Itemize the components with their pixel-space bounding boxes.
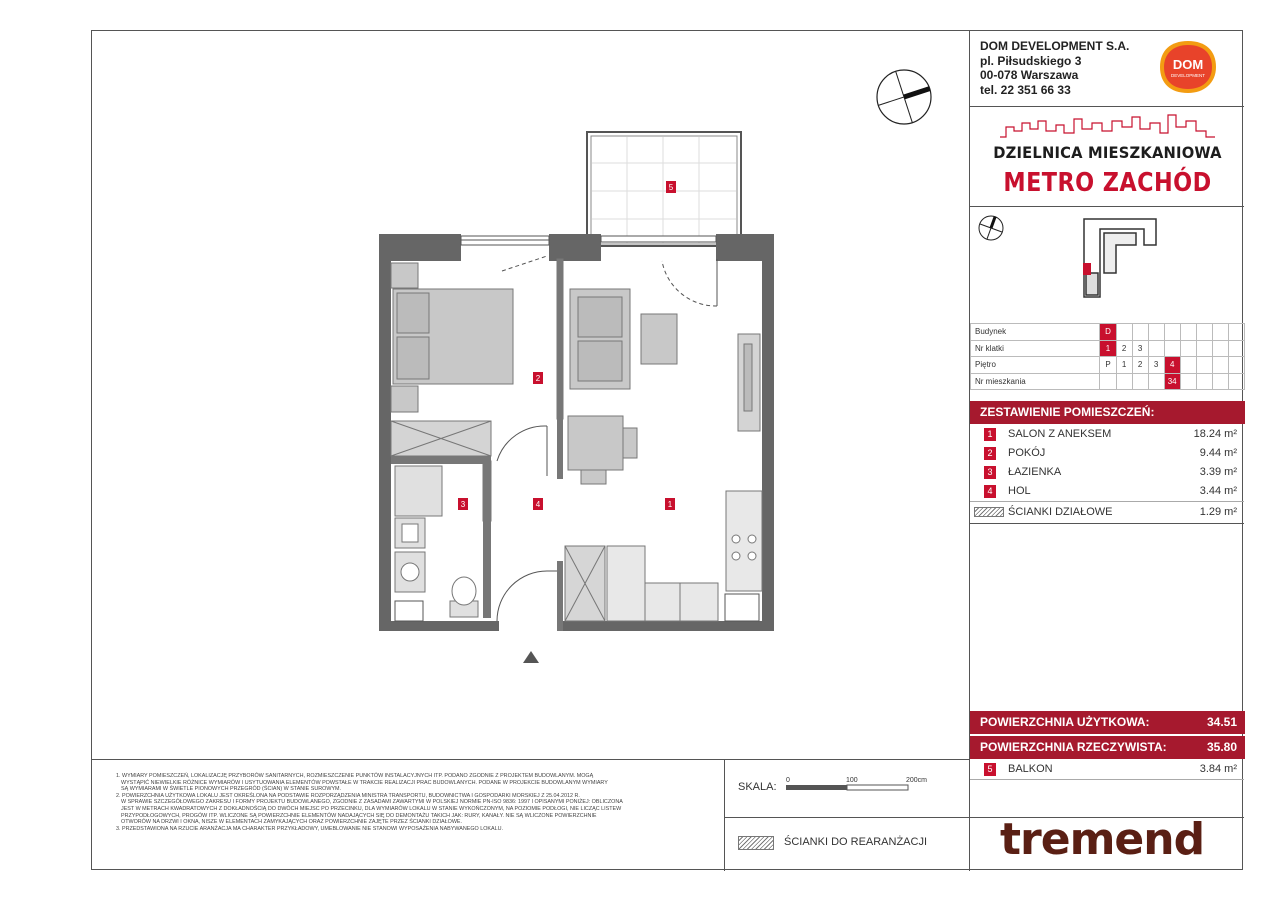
company-info	[980, 39, 1129, 97]
room-row-1	[970, 425, 1245, 444]
rooms-header: ZESTAWIENIE POMIESZCZEŃ:	[970, 401, 1245, 424]
svg-text:DEVELOPMENT: DEVELOPMENT	[1170, 73, 1206, 78]
room-row-3	[970, 463, 1245, 482]
info-row	[971, 357, 1245, 374]
legend-hatch-swatch	[738, 836, 774, 850]
real-area-label: POWIERZCHNIA RZECZYWISTA:	[980, 740, 1167, 754]
legend-label: ŚCIANKI DO REARANŻACJI	[784, 836, 928, 848]
bathroom-fixtures	[395, 466, 478, 617]
note-line: WYSTĄPIĆ NIEWIELKIE RÓŻNICE WYMIARÓW I USYTUOWANIA ELEMENTÓW POWSTAŁE W TRAKCIE REALIZACJI PRAC BUDOWLANYCH. PODANE W PROJEKCIE BUDOWLANYM WYMIARY	[121, 779, 608, 786]
info-cell	[1212, 357, 1228, 374]
sheet-frame	[91, 30, 1243, 870]
info-cell: 1	[1100, 340, 1116, 357]
room-number: 4	[984, 485, 996, 498]
info-cell	[1180, 340, 1196, 357]
project-title-line1: DZIELNICA MIESZKANIOWA	[993, 143, 1222, 162]
dining-table	[568, 416, 637, 484]
info-cell	[1180, 357, 1196, 374]
notes	[116, 773, 696, 832]
info-cell	[1228, 357, 1244, 374]
info-cell	[1228, 340, 1244, 357]
usable-area-value: 34.51	[1206, 715, 1237, 729]
entrance-arrow-icon	[523, 651, 539, 663]
info-cell	[1132, 373, 1148, 390]
info-cell: 3	[1148, 357, 1164, 374]
scale-tick-200: 200cm	[906, 777, 928, 784]
info-cell	[1228, 373, 1244, 390]
company-city: 00-078 Warszawa	[980, 68, 1079, 82]
room-row-2	[970, 444, 1245, 463]
balcony-number: 5	[984, 763, 996, 776]
note-line: PRZYPODŁOGOWYCH, PROGÓW ITP. WLICZONE SĄ POWIERZCHNIE ELEMENTÓW NADAJĄCYCH SIĘ DO DEMONTAŻU TAKICH JAK: RURY, KANAŁY. NIE SĄ WLICZONE POWIERZCHNIE	[121, 812, 597, 819]
usable-area-label: POWIERZCHNIA UŻYTKOWA:	[980, 715, 1150, 729]
info-cell	[1196, 324, 1212, 341]
partition-hatch-swatch	[974, 507, 1004, 517]
scale-tick-100: 100	[846, 777, 858, 784]
info-label: Budynek	[971, 324, 1100, 341]
info-cell	[1228, 324, 1244, 341]
room-number: 3	[984, 466, 996, 479]
note-line: SĄ WYMIARAMI W ŚWIETLE PIONOWYCH PRZEGRÓD (ŚCIAN) W STANIE SUROWYM.	[121, 786, 342, 793]
note-line: 3. PRZEDSTAWIONA NA RZUCIE ARANŻACJA MA CHARAKTER PRZYKŁADOWY, UMEBLOWANIE NIE STANOWI WYPOSAŻENIA NABYWANEGO LOKALU.	[116, 825, 503, 832]
company-address: pl. Piłsudskiego 3	[980, 53, 1082, 68]
sofa	[570, 289, 677, 389]
info-label: Nr klatki	[971, 340, 1100, 357]
note-line: 1. WYMIARY POMIESZCZEŃ, LOKALIZACJĘ PRZYBORÓW SANITARNYCH, ROZMIESZCZENIE PUNKTÓW INSTALACYJNYCH ITP. PODANO ZGODNIE Z PROJEKTEM BUDOWLANYM. MOGĄ	[116, 773, 594, 779]
info-cell: 2	[1116, 340, 1132, 357]
balcony-name: BALKON	[1008, 763, 1053, 775]
info-cell	[1196, 373, 1212, 390]
info-cell	[1180, 373, 1196, 390]
usable-area-bar	[970, 711, 1245, 734]
scale-label: SKALA:	[738, 781, 777, 793]
wardrobe	[391, 421, 491, 456]
room-row-4	[970, 482, 1245, 501]
info-cell: 34	[1164, 373, 1180, 390]
info-cell	[1148, 324, 1164, 341]
info-cell	[1164, 324, 1180, 341]
info-cell: 1	[1116, 357, 1132, 374]
info-label: Nr mieszkania	[971, 373, 1100, 390]
info-cell	[1148, 340, 1164, 357]
scale-bar	[782, 775, 942, 795]
room-number: 2	[984, 447, 996, 460]
plan-label-3: 3	[460, 500, 466, 509]
real-area-value: 35.80	[1206, 740, 1237, 754]
room-area: 9.44 m²	[1199, 447, 1237, 459]
room-number: 1	[984, 428, 996, 441]
floor-plan-drawing	[92, 31, 970, 759]
info-cell: D	[1100, 324, 1116, 341]
project-title-line2: METRO ZACHÓD	[1003, 168, 1212, 198]
side-panel	[969, 31, 1244, 871]
plan-label-1: 1	[667, 500, 673, 509]
info-cell	[1196, 357, 1212, 374]
balcony-area: 3.84 m²	[1199, 763, 1237, 775]
info-row	[971, 373, 1245, 390]
real-area-bar	[970, 736, 1245, 759]
info-cell: 4	[1164, 357, 1180, 374]
room-area: 3.39 m²	[1199, 466, 1237, 478]
svg-text:DOM: DOM	[1172, 57, 1204, 72]
room-name: SALON Z ANEKSEM	[1008, 428, 1112, 440]
note-line: 2. POWIERZCHNIA UŻYTKOWA LOKALU JEST OKREŚLONA NA PODSTAWIE ROZPORZĄDZENIA MINISTRA TRANSPORTU, BUDOWNICTWA I GOSPODARKI MORSKIEJ Z 25.04.2012 R.	[116, 792, 580, 799]
plan-label-4: 4	[535, 500, 541, 509]
tv-cabinet	[738, 334, 760, 431]
balcony	[587, 132, 741, 246]
info-cell	[1180, 324, 1196, 341]
partition-area: 1.29 m²	[1199, 506, 1237, 518]
note-line: W SPRAWIE SZCZEGÓŁOWEGO ZAKRESU I FORMY PROJEKTU BUDOWLANEGO, ZGODNIE Z ZASADAMI ZAWARTYMI W POLSKIEJ NORMIE PN-ISO 9836: 1997 I OPISANYMI PONIŻEJ: OBLICZONA	[121, 799, 623, 806]
info-cell	[1164, 340, 1180, 357]
skyline-graphic	[1000, 113, 1215, 139]
site-location-map	[976, 211, 1236, 306]
mini-compass-icon	[979, 216, 1003, 240]
room-name: HOL	[1008, 485, 1031, 497]
info-row	[971, 324, 1245, 341]
apartment-info-table	[970, 323, 1245, 390]
scale-tick-0: 0	[786, 777, 790, 784]
info-cell	[1132, 324, 1148, 341]
dom-development-logo	[1158, 39, 1218, 95]
info-cell	[1196, 340, 1212, 357]
info-cell: 3	[1132, 340, 1148, 357]
note-line: JEST W METRACH KWADRATOWYCH Z DOKŁADNOŚCIĄ DO DWÓCH MIEJSC PO PRZECINKU, DLA WYMIARÓW LOKALU W STANIE WYKOŃCZONYM, NA POZIOMIE PODŁOGI, NIE LICZĄC LISTEW	[121, 805, 622, 812]
info-cell	[1212, 373, 1228, 390]
bed	[391, 263, 513, 412]
plan-label-2: 2	[535, 374, 541, 383]
info-cell	[1212, 340, 1228, 357]
room-area: 3.44 m²	[1199, 485, 1237, 497]
floor-plan-area	[92, 31, 970, 759]
company-name: DOM DEVELOPMENT S.A.	[980, 39, 1130, 53]
room-area: 18.24 m²	[1193, 428, 1237, 440]
info-cell	[1116, 373, 1132, 390]
partition-name: ŚCIANKI DZIAŁOWE	[1008, 506, 1113, 518]
info-row	[971, 340, 1245, 357]
info-label: Piętro	[971, 357, 1100, 374]
info-cell	[1116, 324, 1132, 341]
compass-icon	[877, 70, 931, 124]
tremend-logo: tremend	[1000, 814, 1205, 865]
plan-label-5: 5	[668, 183, 674, 192]
balcony-row	[970, 760, 1245, 779]
apartment-location-marker	[1083, 263, 1091, 275]
info-cell: 2	[1132, 357, 1148, 374]
company-phone: tel. 22 351 66 33	[980, 82, 1071, 97]
info-cell: P	[1100, 357, 1116, 374]
partition-row	[970, 503, 1245, 522]
info-cell	[1100, 373, 1116, 390]
info-cell	[1148, 373, 1164, 390]
room-name: POKÓJ	[1008, 447, 1046, 459]
info-cell	[1212, 324, 1228, 341]
room-name: ŁAZIENKA	[1008, 466, 1062, 478]
note-line: OTWORÓW NA DRZWI I OKNA, NISZE W ELEMENTACH ZAMYKAJĄCYCH ORAZ POWIERZCHNIE ZAJĘTE PRZEZ ŚCIANKI DZIAŁOWE.	[121, 819, 463, 826]
